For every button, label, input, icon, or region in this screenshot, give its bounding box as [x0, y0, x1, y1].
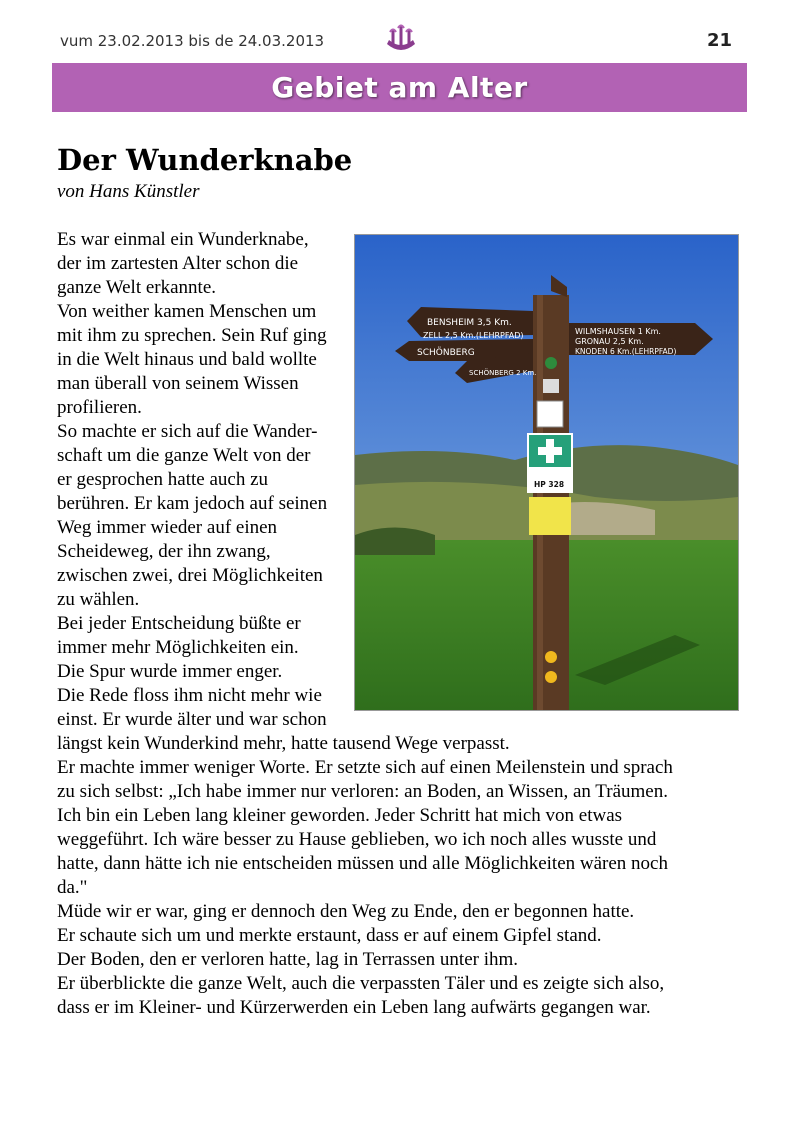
section-banner — [52, 63, 747, 112]
header-date-range: vum 23.02.2013 bis de 24.03.2013 — [60, 32, 325, 50]
body-line: einst. Er wurde älter und war schon — [57, 709, 327, 730]
body-line: er gesprochen hatte auch zu — [57, 469, 269, 490]
body-line: Von weither kamen Menschen um — [57, 301, 317, 322]
body-line: immer mehr Möglichkeiten ein. — [57, 637, 299, 658]
body-line: berühren. Er kam jedoch auf seinen — [57, 493, 328, 514]
body-line: Bei jeder Entscheidung büßte er — [57, 613, 301, 634]
notice-sticker — [537, 401, 563, 427]
trail-marker-icon — [545, 357, 557, 369]
body-line: in die Welt hinaus und bald wollte — [57, 349, 317, 370]
body-line: Die Spur wurde immer enger. — [57, 661, 283, 682]
body-line: da." — [57, 877, 88, 898]
body-line: profilieren. — [57, 397, 142, 418]
body-line: Er überblickte die ganze Welt, auch die verpassten Täler und es zeigte sich also, — [57, 973, 665, 994]
body-line: dass er im Kleiner- und Kürzerwerden ein Leben lang aufwärts gegangen war. — [57, 997, 651, 1018]
signpost-photo — [354, 234, 739, 711]
body-line: hatte, dann hätte ich nie entscheiden müssen und alle Möglichkeiten wären noch — [57, 853, 668, 874]
body-line: So machte er sich auf die Wander- — [57, 421, 318, 442]
body-line: Es war einmal ein Wunderknabe, — [57, 229, 309, 250]
yellow-notice-sign — [529, 497, 571, 535]
route-6-marker-icon — [545, 651, 557, 663]
church-logo-icon — [383, 22, 419, 58]
body-line: man überall von seinem Wissen — [57, 373, 299, 394]
body-line: Müde wir er war, ging er dennoch den Weg zu Ende, den er begonnen hatte. — [57, 901, 635, 922]
rescue-point-label: HP 328 — [534, 480, 565, 489]
body-line: mit ihm zu sprechen. Sein Ruf ging — [57, 325, 327, 346]
sign-knoden: KNODEN 6 Km.(LEHRPFAD) — [575, 347, 677, 356]
body-line: Er schaute sich um und merkte erstaunt, dass er auf einem Gipfel stand. — [57, 925, 602, 946]
page-number: 21 — [706, 30, 732, 51]
body-line: Der Boden, den er verloren hatte, lag in Terrassen unter ihm. — [57, 949, 519, 970]
trail-marker-icon — [543, 379, 559, 393]
body-line: Ich bin ein Leben lang kleiner geworden. Jeder Schritt hat mich von etwas — [57, 805, 623, 826]
body-line: der im zartesten Alter schon die — [57, 253, 299, 274]
body-line: schaft um die ganze Welt von der — [57, 445, 311, 466]
sign-schoenberg-small: SCHÖNBERG 2 Km. — [469, 369, 537, 377]
body-line: weggeführt. Ich wäre besser zu Hause geblieben, wo ich noch alles wusste und — [57, 829, 657, 850]
sign-zell: ZELL 2,5 Km.(LEHRPFAD) — [423, 331, 524, 340]
article-title: Der Wunderknabe — [57, 143, 353, 177]
sign-gronau: GRONAU 2,5 Km. — [575, 337, 644, 346]
section-title: Gebiet am Alter — [271, 71, 528, 104]
body-line: ganze Welt erkannte. — [57, 277, 217, 298]
body-line: Weg immer wieder auf einen — [57, 517, 278, 538]
body-line: zu sich selbst: „Ich habe immer nur verloren: an Boden, an Wissen, an Träumen. — [57, 781, 668, 802]
body-line: Scheideweg, der ihn zwang, — [57, 541, 271, 562]
sign-schoenberg: SCHÖNBERG — [417, 348, 475, 358]
body-line: zwischen zwei, drei Möglichkeiten — [57, 565, 323, 586]
article-author: von Hans Künstler — [57, 181, 200, 202]
body-line: zu wählen. — [57, 589, 140, 610]
body-line: Er machte immer weniger Worte. Er setzte sich auf einen Meilenstein und sprach — [57, 757, 673, 778]
body-line: längst kein Wunderkind mehr, hatte tausend Wege verpasst. — [57, 733, 510, 754]
route-5-marker-icon — [545, 671, 557, 683]
sign-wilmshausen: WILMSHAUSEN 1 Km. — [575, 327, 661, 336]
sign-bensheim: BENSHEIM 3,5 Km. — [427, 318, 512, 328]
body-line: Die Rede floss ihm nicht mehr wie — [57, 685, 322, 706]
